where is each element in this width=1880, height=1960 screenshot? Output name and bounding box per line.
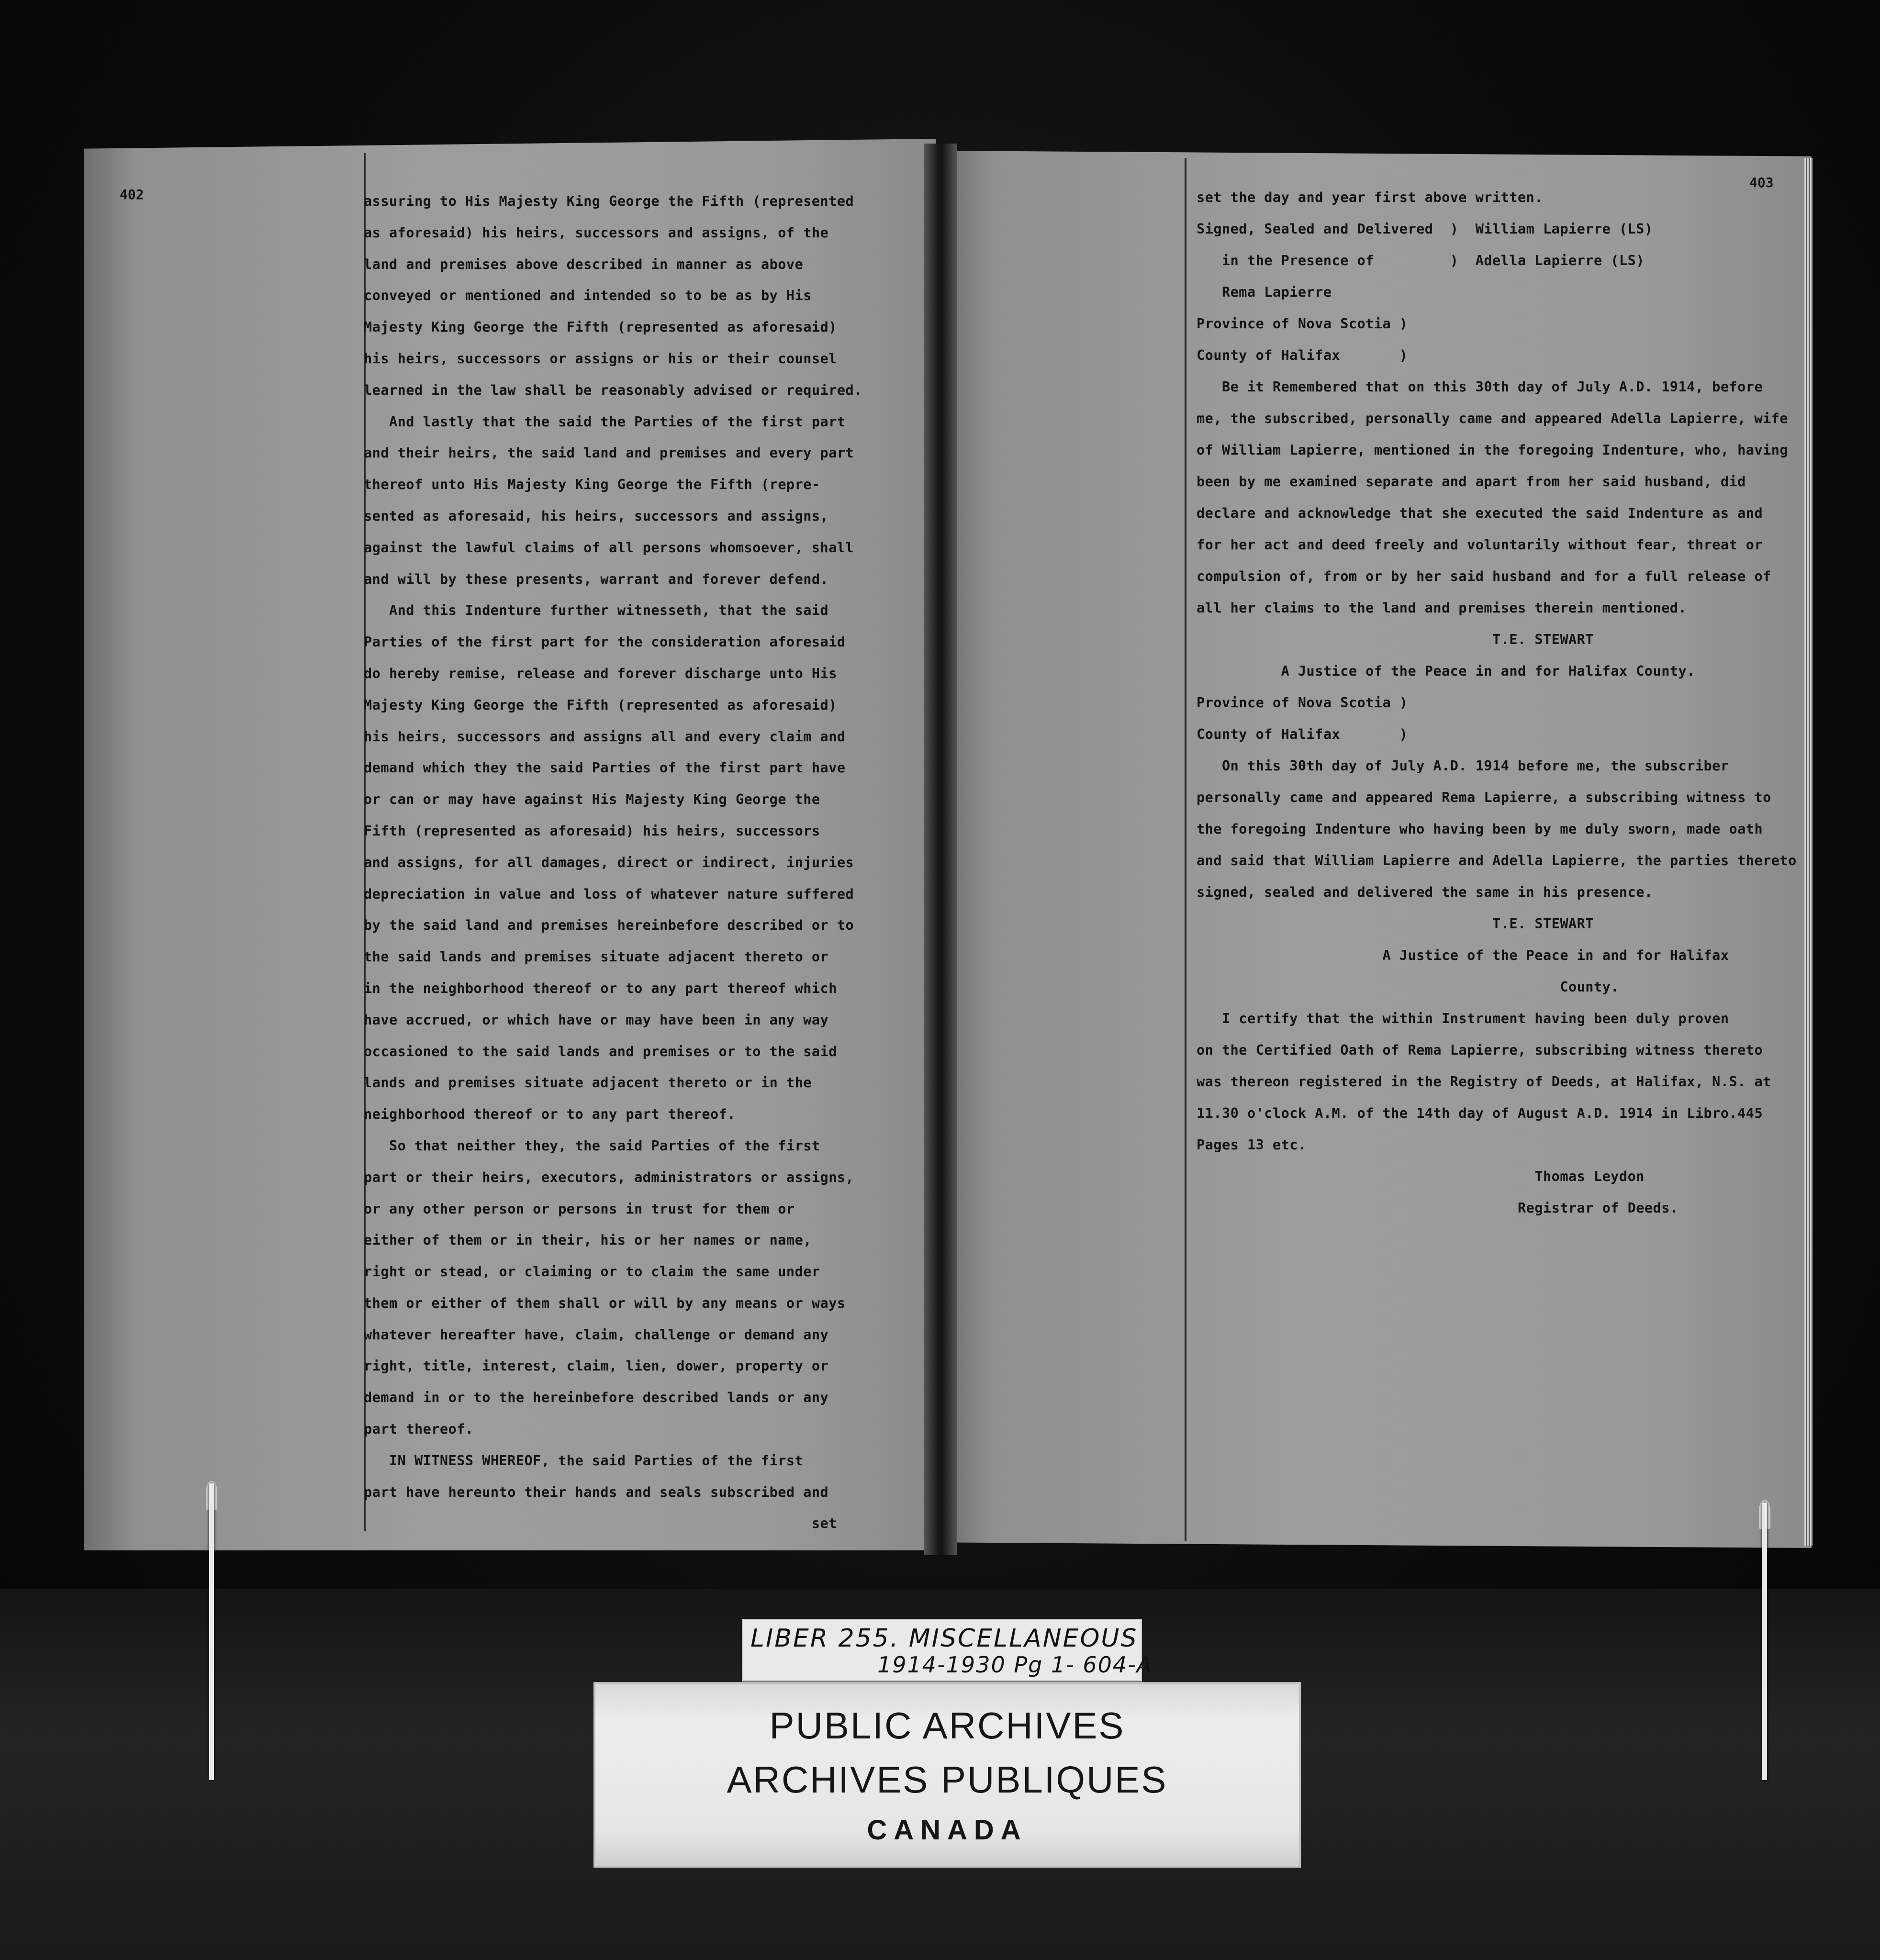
- text-line: or any other person or persons in trust for them or: [364, 1201, 795, 1217]
- text-line: Registrar of Deeds.: [1197, 1200, 1679, 1216]
- text-line: depreciation in value and loss of whatever nature suffered: [364, 886, 854, 902]
- text-line: the said lands and premises situate adjacent thereto or: [364, 949, 829, 965]
- liber-label: [742, 1619, 1153, 1682]
- text-line: conveyed or mentioned and intended so to be as by His: [364, 288, 812, 304]
- text-line: been by me examined separate and apart from her said husband, did: [1197, 474, 1746, 490]
- text-line: on the Certified Oath of Rema Lapierre, subscribing witness thereto: [1197, 1042, 1763, 1058]
- text-line: all her claims to the land and premises therein mentioned.: [1197, 600, 1687, 616]
- text-line: have accrued, or which have or may have been in any way: [364, 1012, 829, 1028]
- text-line: signed, sealed and delivered the same in his presence.: [1197, 884, 1653, 900]
- right-margin-rule: [1185, 158, 1186, 1541]
- text-line: as aforesaid) his heirs, successors and assigns, of the: [364, 224, 829, 241]
- text-line: A Justice of the Peace in and for Halifax County.: [1197, 663, 1695, 679]
- text-line: compulsion of, from or by her said husband and for a full release of: [1197, 568, 1771, 584]
- archives-card-country: CANADA: [867, 1815, 1028, 1846]
- page-number-left: 402: [120, 187, 144, 202]
- text-line: his heirs, successors or assigns or his or their counsel: [364, 350, 837, 367]
- text-line: either of them or in their, his or her names or name,: [364, 1232, 812, 1248]
- text-line: T.E. STEWART: [1197, 916, 1594, 932]
- text-line: and their heirs, the said land and premises and every part: [364, 445, 854, 461]
- text-line: Parties of the first part for the consideration aforesaid: [364, 634, 846, 650]
- left-page-text: [364, 186, 862, 1539]
- text-line: part thereof.: [364, 1421, 474, 1437]
- text-line: County of Halifax ): [1197, 726, 1408, 742]
- liber-label-range: 1914-1930 Pg 1- 604-A: [877, 1652, 1153, 1678]
- text-line: right, title, interest, claim, lien, dower, property or: [364, 1358, 829, 1374]
- archives-card-french: ARCHIVES PUBLIQUES: [727, 1759, 1168, 1801]
- text-line: me, the subscribed, personally came and appeared Adella Lapierre, wife: [1197, 411, 1789, 426]
- text-line: part have hereunto their hands and seals subscribed and: [364, 1484, 829, 1500]
- text-line: Province of Nova Scotia ): [1197, 316, 1408, 332]
- liber-label-title: LIBER 255. MISCELLANEOUS: [750, 1624, 1138, 1653]
- text-line: in the Presence of ) Adella Lapierre (LS): [1197, 253, 1645, 268]
- text-line: A Justice of the Peace in and for Halifax: [1197, 947, 1729, 963]
- text-line: sented as aforesaid, his heirs, successors and assigns,: [364, 508, 829, 524]
- text-line: Thomas Leydon: [1197, 1169, 1645, 1184]
- text-line: 11.30 o'clock A.M. of the 14th day of August A.D. 1914 in Libro.445: [1197, 1105, 1763, 1121]
- text-line: lands and premises situate adjacent thereto or in the: [364, 1075, 812, 1091]
- text-line: learned in the law shall be reasonably advised or required.: [364, 382, 862, 398]
- text-line: against the lawful claims of all persons whomsoever, shall: [364, 539, 854, 556]
- book-gutter: [924, 144, 957, 1555]
- text-line: in the neighborhood thereof or to any part thereof which: [364, 980, 837, 996]
- text-line: by the said land and premises hereinbefore described or to: [364, 917, 854, 934]
- text-line: declare and acknowledge that she executed the said Indenture as and: [1197, 505, 1763, 521]
- text-line: was thereon registered in the Registry of Deeds, at Halifax, N.S. at: [1197, 1074, 1771, 1090]
- text-line: part or their heirs, executors, administrators or assigns,: [364, 1169, 854, 1185]
- text-line: and will by these presents, warrant and forever defend.: [364, 571, 829, 587]
- text-line: County.: [1197, 979, 1619, 995]
- text-line: Fifth (represented as aforesaid) his heirs, successors: [364, 823, 820, 839]
- text-line: And this Indenture further witnesseth, that the said: [364, 602, 829, 619]
- text-line: Be it Remembered that on this 30th day of July A.D. 1914, before: [1197, 379, 1763, 395]
- text-line: right or stead, or claiming or to claim the same under: [364, 1264, 820, 1280]
- text-line: And lastly that the said the Parties of the first part: [364, 413, 846, 430]
- text-line: assuring to His Majesty King George the Fifth (represented: [364, 193, 854, 209]
- text-line: personally came and appeared Rema Lapierre, a subscribing witness to: [1197, 790, 1771, 805]
- text-line: land and premises above described in manner as above: [364, 256, 804, 272]
- text-line: his heirs, successors and assigns all and every claim and: [364, 728, 846, 745]
- text-line: of William Lapierre, mentioned in the foregoing Indenture, who, having: [1197, 442, 1789, 458]
- text-line: Rema Lapierre: [1197, 284, 1332, 300]
- text-line: So that neither they, the said Parties of the first: [364, 1137, 820, 1154]
- text-line: or can or may have against His Majesty King George the: [364, 791, 820, 808]
- text-line: thereof unto His Majesty King George the Fifth (repre-: [364, 477, 820, 493]
- text-line: Province of Nova Scotia ): [1197, 695, 1408, 711]
- text-line: Pages 13 etc.: [1197, 1137, 1307, 1153]
- text-line: set the day and year first above written.: [1197, 189, 1543, 205]
- text-line: T.E. STEWART: [1197, 632, 1594, 647]
- text-line: them or either of them shall or will by any means or ways: [364, 1295, 846, 1311]
- text-line: set: [364, 1515, 837, 1532]
- archives-card: [593, 1682, 1301, 1868]
- text-line: and assigns, for all damages, direct or indirect, injuries: [364, 854, 854, 870]
- right-page-text: [1197, 182, 1800, 1224]
- text-line: neighborhood thereof or to any part thereof.: [364, 1106, 736, 1123]
- text-line: occasioned to the said lands and premises or to the said: [364, 1043, 837, 1059]
- text-line: the foregoing Indenture who having been by me duly sworn, made oath: [1197, 821, 1763, 837]
- page-holder-rod-right: [1762, 1503, 1767, 1780]
- text-line: demand which they the said Parties of the first part have: [364, 760, 846, 776]
- page-edges: [1804, 158, 1813, 1546]
- page-holder-rod-left: [209, 1483, 214, 1780]
- text-line: Majesty King George the Fifth (represented as aforesaid): [364, 697, 837, 713]
- text-line: County of Halifax ): [1197, 347, 1408, 363]
- text-line: Majesty King George the Fifth (represented as aforesaid): [364, 319, 837, 335]
- text-line: and said that William Lapierre and Adella Lapierre, the parties thereto: [1197, 853, 1797, 869]
- text-line: I certify that the within Instrument having been duly proven: [1197, 1011, 1729, 1026]
- text-line: for her act and deed freely and voluntarily without fear, threat or: [1197, 537, 1763, 553]
- page-number-right: 403: [1749, 175, 1774, 190]
- text-line: On this 30th day of July A.D. 1914 before me, the subscriber: [1197, 758, 1729, 774]
- text-line: Signed, Sealed and Delivered ) William Lapierre (LS): [1197, 221, 1653, 237]
- text-line: do hereby remise, release and forever discharge unto His: [364, 665, 837, 681]
- text-line: IN WITNESS WHEREOF, the said Parties of the first: [364, 1452, 804, 1469]
- text-line: whatever hereafter have, claim, challenge or demand any: [364, 1326, 829, 1343]
- archives-card-english: PUBLIC ARCHIVES: [769, 1704, 1125, 1747]
- text-line: demand in or to the hereinbefore described lands or any: [364, 1390, 829, 1406]
